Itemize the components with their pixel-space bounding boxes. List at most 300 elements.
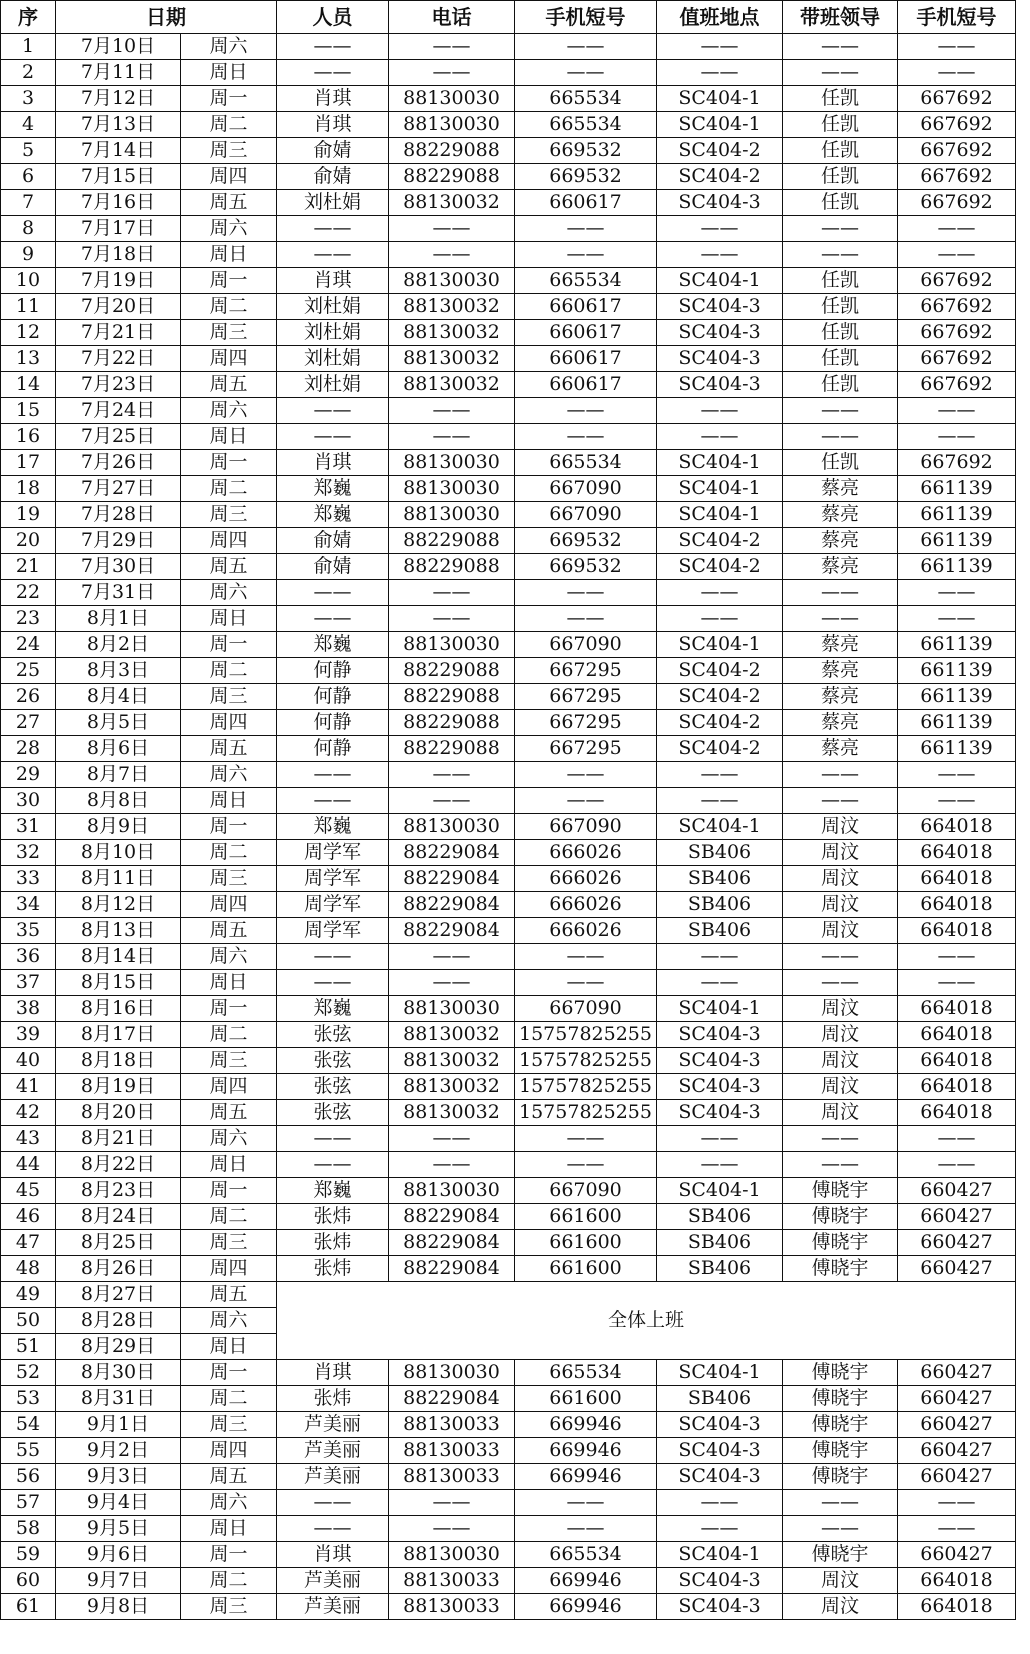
cell-phone: 88130030 [389, 1178, 515, 1204]
cell-index: 48 [1, 1256, 56, 1282]
cell-leader-short-number: 664018 [898, 866, 1016, 892]
cell-person: 郑巍 [277, 814, 389, 840]
table-row [1, 1386, 1016, 1412]
cell-duty-location: —— [657, 1126, 783, 1152]
cell-index: 36 [1, 944, 56, 970]
cell-duty-location: SC404-3 [657, 320, 783, 346]
cell-person: 肖琪 [277, 112, 389, 138]
cell-weekday: 周五 [181, 1100, 277, 1126]
cell-duty-location: —— [657, 34, 783, 60]
cell-duty-location: SC404-1 [657, 476, 783, 502]
cell-weekday: 周一 [181, 996, 277, 1022]
cell-leader-short-number: 661139 [898, 632, 1016, 658]
cell-date: 9月4日 [56, 1490, 181, 1516]
cell-leader-short-number: 664018 [898, 918, 1016, 944]
cell-index: 56 [1, 1464, 56, 1490]
table-row [1, 372, 1016, 398]
cell-shift-leader: 周汶 [783, 1022, 898, 1048]
cell-date: 8月10日 [56, 840, 181, 866]
cell-shift-leader: 蔡亮 [783, 736, 898, 762]
table-row [1, 1490, 1016, 1516]
table-row [1, 346, 1016, 372]
cell-short-number: 15757825255 [515, 1022, 657, 1048]
cell-weekday: 周日 [181, 970, 277, 996]
cell-person: —— [277, 1516, 389, 1542]
cell-index: 54 [1, 1412, 56, 1438]
cell-phone: —— [389, 1490, 515, 1516]
cell-index: 50 [1, 1308, 56, 1334]
cell-leader-short-number: —— [898, 762, 1016, 788]
cell-leader-short-number: 660427 [898, 1438, 1016, 1464]
cell-phone: 88229088 [389, 554, 515, 580]
cell-short-number: —— [515, 398, 657, 424]
cell-date: 7月30日 [56, 554, 181, 580]
cell-duty-location: —— [657, 762, 783, 788]
cell-weekday: 周六 [181, 944, 277, 970]
cell-date: 9月1日 [56, 1412, 181, 1438]
cell-weekday: 周一 [181, 632, 277, 658]
cell-date: 8月16日 [56, 996, 181, 1022]
cell-phone: 88130030 [389, 814, 515, 840]
cell-shift-leader: —— [783, 60, 898, 86]
cell-duty-location: SB406 [657, 866, 783, 892]
cell-index: 7 [1, 190, 56, 216]
cell-shift-leader: 蔡亮 [783, 684, 898, 710]
cell-short-number: 667295 [515, 710, 657, 736]
cell-leader-short-number: 667692 [898, 86, 1016, 112]
table-row [1, 398, 1016, 424]
cell-duty-location: SC404-3 [657, 1568, 783, 1594]
cell-weekday: 周日 [181, 1516, 277, 1542]
cell-short-number: 667295 [515, 684, 657, 710]
cell-short-number: 669532 [515, 138, 657, 164]
cell-date: 7月31日 [56, 580, 181, 606]
cell-index: 2 [1, 60, 56, 86]
cell-weekday: 周一 [181, 268, 277, 294]
table-row [1, 840, 1016, 866]
cell-shift-leader: 周汶 [783, 1074, 898, 1100]
cell-leader-short-number: —— [898, 1152, 1016, 1178]
table-row [1, 190, 1016, 216]
cell-person: —— [277, 1126, 389, 1152]
cell-index: 35 [1, 918, 56, 944]
cell-phone: —— [389, 242, 515, 268]
cell-weekday: 周三 [181, 502, 277, 528]
cell-person: 芦美丽 [277, 1568, 389, 1594]
cell-leader-short-number: 660427 [898, 1542, 1016, 1568]
cell-short-number: 667090 [515, 476, 657, 502]
cell-shift-leader: 周汶 [783, 892, 898, 918]
cell-duty-location: —— [657, 216, 783, 242]
cell-index: 38 [1, 996, 56, 1022]
cell-shift-leader: 周汶 [783, 1594, 898, 1620]
cell-phone: 88229084 [389, 1256, 515, 1282]
cell-short-number: 667090 [515, 632, 657, 658]
cell-person: 郑巍 [277, 632, 389, 658]
cell-shift-leader: —— [783, 606, 898, 632]
cell-person: —— [277, 398, 389, 424]
cell-shift-leader: 任凯 [783, 112, 898, 138]
cell-person: 刘杜娟 [277, 346, 389, 372]
cell-weekday: 周五 [181, 190, 277, 216]
cell-shift-leader: 周汶 [783, 814, 898, 840]
cell-duty-location: SC404-3 [657, 1022, 783, 1048]
table-row [1, 1100, 1016, 1126]
cell-person: 俞婧 [277, 528, 389, 554]
cell-date: 7月29日 [56, 528, 181, 554]
cell-person: —— [277, 944, 389, 970]
table-row [1, 476, 1016, 502]
cell-duty-location: —— [657, 606, 783, 632]
cell-phone: —— [389, 216, 515, 242]
table-row [1, 1048, 1016, 1074]
cell-date: 7月23日 [56, 372, 181, 398]
cell-person: —— [277, 242, 389, 268]
cell-index: 61 [1, 1594, 56, 1620]
cell-weekday: 周四 [181, 1256, 277, 1282]
cell-duty-location: SC404-2 [657, 138, 783, 164]
cell-short-number: 665534 [515, 86, 657, 112]
cell-index: 13 [1, 346, 56, 372]
cell-index: 20 [1, 528, 56, 554]
cell-weekday: 周一 [181, 1360, 277, 1386]
cell-shift-leader: —— [783, 216, 898, 242]
cell-index: 1 [1, 34, 56, 60]
cell-date: 7月20日 [56, 294, 181, 320]
cell-phone: —— [389, 580, 515, 606]
cell-short-number: 665534 [515, 112, 657, 138]
cell-leader-short-number: —— [898, 34, 1016, 60]
cell-leader-short-number: 660427 [898, 1178, 1016, 1204]
cell-index: 27 [1, 710, 56, 736]
cell-weekday: 周一 [181, 450, 277, 476]
cell-person: —— [277, 1490, 389, 1516]
cell-index: 47 [1, 1230, 56, 1256]
cell-short-number: 660617 [515, 346, 657, 372]
cell-person: —— [277, 216, 389, 242]
cell-shift-leader: 傅晓宇 [783, 1178, 898, 1204]
cell-person: 刘杜娟 [277, 372, 389, 398]
cell-weekday: 周日 [181, 1334, 277, 1360]
cell-short-number: —— [515, 216, 657, 242]
cell-shift-leader: —— [783, 1516, 898, 1542]
cell-short-number: 665534 [515, 1542, 657, 1568]
cell-date: 7月26日 [56, 450, 181, 476]
table-row [1, 710, 1016, 736]
cell-short-number: —— [515, 762, 657, 788]
cell-short-number: 660617 [515, 372, 657, 398]
cell-phone: 88229088 [389, 658, 515, 684]
cell-duty-location: SC404-3 [657, 1464, 783, 1490]
cell-phone: 88130032 [389, 190, 515, 216]
cell-index: 15 [1, 398, 56, 424]
cell-duty-location: —— [657, 1516, 783, 1542]
cell-phone: —— [389, 398, 515, 424]
cell-date: 8月20日 [56, 1100, 181, 1126]
cell-duty-location: —— [657, 1152, 783, 1178]
cell-weekday: 周一 [181, 1542, 277, 1568]
table-row [1, 320, 1016, 346]
cell-weekday: 周二 [181, 476, 277, 502]
cell-short-number: 667295 [515, 736, 657, 762]
cell-person: 肖琪 [277, 1360, 389, 1386]
cell-person: 郑巍 [277, 476, 389, 502]
cell-short-number: 667090 [515, 502, 657, 528]
table-row [1, 1360, 1016, 1386]
cell-leader-short-number: —— [898, 60, 1016, 86]
cell-shift-leader: 任凯 [783, 450, 898, 476]
cell-weekday: 周二 [181, 1022, 277, 1048]
cell-person: —— [277, 970, 389, 996]
cell-weekday: 周五 [181, 372, 277, 398]
cell-phone: 88130030 [389, 450, 515, 476]
cell-person: 刘杜娟 [277, 190, 389, 216]
cell-date: 8月17日 [56, 1022, 181, 1048]
cell-shift-leader: 傅晓宇 [783, 1438, 898, 1464]
table-row [1, 1178, 1016, 1204]
cell-person: 俞婧 [277, 138, 389, 164]
cell-duty-location: SC404-3 [657, 1438, 783, 1464]
cell-short-number: 660617 [515, 320, 657, 346]
cell-date: 7月17日 [56, 216, 181, 242]
cell-phone: —— [389, 1126, 515, 1152]
cell-index: 57 [1, 1490, 56, 1516]
cell-short-number: —— [515, 1516, 657, 1542]
table-row [1, 1516, 1016, 1542]
table-row [1, 1074, 1016, 1100]
cell-short-number: 669532 [515, 164, 657, 190]
cell-weekday: 周六 [181, 762, 277, 788]
cell-index: 51 [1, 1334, 56, 1360]
cell-duty-location: SC404-3 [657, 372, 783, 398]
cell-shift-leader: 周汶 [783, 996, 898, 1022]
cell-date: 8月8日 [56, 788, 181, 814]
cell-duty-location: SC404-2 [657, 554, 783, 580]
table-row [1, 762, 1016, 788]
cell-index: 40 [1, 1048, 56, 1074]
cell-phone: 88130030 [389, 476, 515, 502]
cell-short-number: —— [515, 60, 657, 86]
table-row [1, 112, 1016, 138]
cell-duty-location: SB406 [657, 892, 783, 918]
cell-person: 刘杜娟 [277, 294, 389, 320]
table-row [1, 1412, 1016, 1438]
cell-duty-location: SC404-2 [657, 164, 783, 190]
cell-shift-leader: 周汶 [783, 1568, 898, 1594]
cell-date: 7月14日 [56, 138, 181, 164]
cell-date: 8月22日 [56, 1152, 181, 1178]
cell-date: 8月15日 [56, 970, 181, 996]
cell-index: 28 [1, 736, 56, 762]
cell-short-number: 669946 [515, 1464, 657, 1490]
header-duty-location: 值班地点 [657, 1, 783, 34]
cell-index: 19 [1, 502, 56, 528]
cell-weekday: 周日 [181, 788, 277, 814]
cell-index: 59 [1, 1542, 56, 1568]
cell-phone: 88130032 [389, 372, 515, 398]
cell-duty-location: SC404-3 [657, 1594, 783, 1620]
cell-phone: —— [389, 788, 515, 814]
cell-index: 24 [1, 632, 56, 658]
header-index: 序 [1, 1, 56, 34]
cell-shift-leader: 傅晓宇 [783, 1230, 898, 1256]
cell-shift-leader: 周汶 [783, 918, 898, 944]
cell-person: 何静 [277, 684, 389, 710]
cell-weekday: 周二 [181, 1568, 277, 1594]
cell-index: 14 [1, 372, 56, 398]
table-row [1, 502, 1016, 528]
cell-date: 8月14日 [56, 944, 181, 970]
cell-person: 张弦 [277, 1100, 389, 1126]
cell-weekday: 周三 [181, 1048, 277, 1074]
cell-duty-location: SC404-2 [657, 528, 783, 554]
cell-index: 26 [1, 684, 56, 710]
cell-shift-leader: 傅晓宇 [783, 1386, 898, 1412]
cell-weekday: 周六 [181, 1126, 277, 1152]
cell-index: 6 [1, 164, 56, 190]
cell-phone: 88229084 [389, 892, 515, 918]
table-row [1, 86, 1016, 112]
table-row [1, 268, 1016, 294]
cell-phone: 88130033 [389, 1438, 515, 1464]
cell-index: 21 [1, 554, 56, 580]
cell-shift-leader: 蔡亮 [783, 658, 898, 684]
cell-person: 郑巍 [277, 502, 389, 528]
cell-leader-short-number: 664018 [898, 1048, 1016, 1074]
table-row [1, 788, 1016, 814]
cell-shift-leader: —— [783, 1126, 898, 1152]
cell-leader-short-number: 667692 [898, 190, 1016, 216]
table-body [1, 34, 1016, 1620]
cell-duty-location: —— [657, 944, 783, 970]
cell-shift-leader: 傅晓宇 [783, 1204, 898, 1230]
cell-index: 58 [1, 1516, 56, 1542]
cell-date: 8月31日 [56, 1386, 181, 1412]
cell-date: 7月11日 [56, 60, 181, 86]
cell-short-number: 15757825255 [515, 1100, 657, 1126]
cell-weekday: 周二 [181, 294, 277, 320]
cell-weekday: 周三 [181, 684, 277, 710]
cell-weekday: 周五 [181, 1282, 277, 1308]
cell-index: 9 [1, 242, 56, 268]
cell-shift-leader: —— [783, 1152, 898, 1178]
cell-weekday: 周四 [181, 892, 277, 918]
cell-duty-location: SC404-1 [657, 996, 783, 1022]
cell-phone: —— [389, 1152, 515, 1178]
cell-phone: 88229084 [389, 1204, 515, 1230]
cell-phone: 88130030 [389, 632, 515, 658]
cell-index: 4 [1, 112, 56, 138]
cell-shift-leader: 任凯 [783, 268, 898, 294]
cell-person: —— [277, 606, 389, 632]
cell-shift-leader: —— [783, 580, 898, 606]
cell-short-number: 669946 [515, 1412, 657, 1438]
cell-date: 9月2日 [56, 1438, 181, 1464]
cell-leader-short-number: 661139 [898, 502, 1016, 528]
cell-date: 8月24日 [56, 1204, 181, 1230]
cell-weekday: 周四 [181, 164, 277, 190]
cell-weekday: 周四 [181, 1074, 277, 1100]
cell-duty-location: SB406 [657, 840, 783, 866]
table-row [1, 918, 1016, 944]
cell-short-number: —— [515, 606, 657, 632]
cell-leader-short-number: 661139 [898, 528, 1016, 554]
table-row [1, 1282, 1016, 1308]
cell-phone: 88229088 [389, 528, 515, 554]
cell-shift-leader: 蔡亮 [783, 528, 898, 554]
cell-person: 肖琪 [277, 86, 389, 112]
table-row [1, 684, 1016, 710]
cell-leader-short-number: 664018 [898, 814, 1016, 840]
cell-person: 芦美丽 [277, 1464, 389, 1490]
cell-short-number: 661600 [515, 1386, 657, 1412]
cell-leader-short-number: 660427 [898, 1256, 1016, 1282]
table-row [1, 450, 1016, 476]
cell-duty-location: SC404-3 [657, 294, 783, 320]
cell-date: 8月19日 [56, 1074, 181, 1100]
cell-person: 肖琪 [277, 450, 389, 476]
cell-phone: —— [389, 762, 515, 788]
cell-short-number: —— [515, 1152, 657, 1178]
cell-leader-short-number: 661139 [898, 554, 1016, 580]
cell-shift-leader: 傅晓宇 [783, 1256, 898, 1282]
cell-phone: 88130032 [389, 294, 515, 320]
cell-leader-short-number: —— [898, 606, 1016, 632]
cell-shift-leader: —— [783, 788, 898, 814]
table-row [1, 736, 1016, 762]
cell-weekday: 周五 [181, 918, 277, 944]
header-phone: 电话 [389, 1, 515, 34]
cell-person: 周学军 [277, 918, 389, 944]
cell-short-number: 660617 [515, 190, 657, 216]
cell-phone: 88130032 [389, 1022, 515, 1048]
cell-short-number: 665534 [515, 1360, 657, 1386]
table-row [1, 164, 1016, 190]
cell-date: 8月21日 [56, 1126, 181, 1152]
cell-person: 张炜 [277, 1256, 389, 1282]
header-row [1, 1, 1016, 34]
cell-weekday: 周一 [181, 86, 277, 112]
cell-duty-location: SC404-3 [657, 1412, 783, 1438]
table-row [1, 1230, 1016, 1256]
cell-short-number: —— [515, 788, 657, 814]
cell-person: —— [277, 762, 389, 788]
cell-person: —— [277, 580, 389, 606]
cell-duty-location: SB406 [657, 1256, 783, 1282]
cell-leader-short-number: 660427 [898, 1464, 1016, 1490]
cell-duty-location: SC404-1 [657, 112, 783, 138]
cell-person: 刘杜娟 [277, 320, 389, 346]
cell-weekday: 周四 [181, 528, 277, 554]
cell-leader-short-number: 661139 [898, 658, 1016, 684]
cell-date: 9月3日 [56, 1464, 181, 1490]
cell-leader-short-number: 661139 [898, 710, 1016, 736]
cell-phone: 88229088 [389, 138, 515, 164]
cell-person: 肖琪 [277, 1542, 389, 1568]
cell-duty-location: SC404-3 [657, 346, 783, 372]
cell-weekday: 周三 [181, 1594, 277, 1620]
cell-short-number: 660617 [515, 294, 657, 320]
cell-weekday: 周三 [181, 1412, 277, 1438]
cell-shift-leader: —— [783, 398, 898, 424]
cell-phone: 88130033 [389, 1568, 515, 1594]
table-row [1, 424, 1016, 450]
cell-duty-location: SC404-3 [657, 190, 783, 216]
cell-leader-short-number: —— [898, 580, 1016, 606]
cell-person: —— [277, 788, 389, 814]
cell-duty-location: SC404-1 [657, 86, 783, 112]
cell-duty-location: SC404-3 [657, 1100, 783, 1126]
